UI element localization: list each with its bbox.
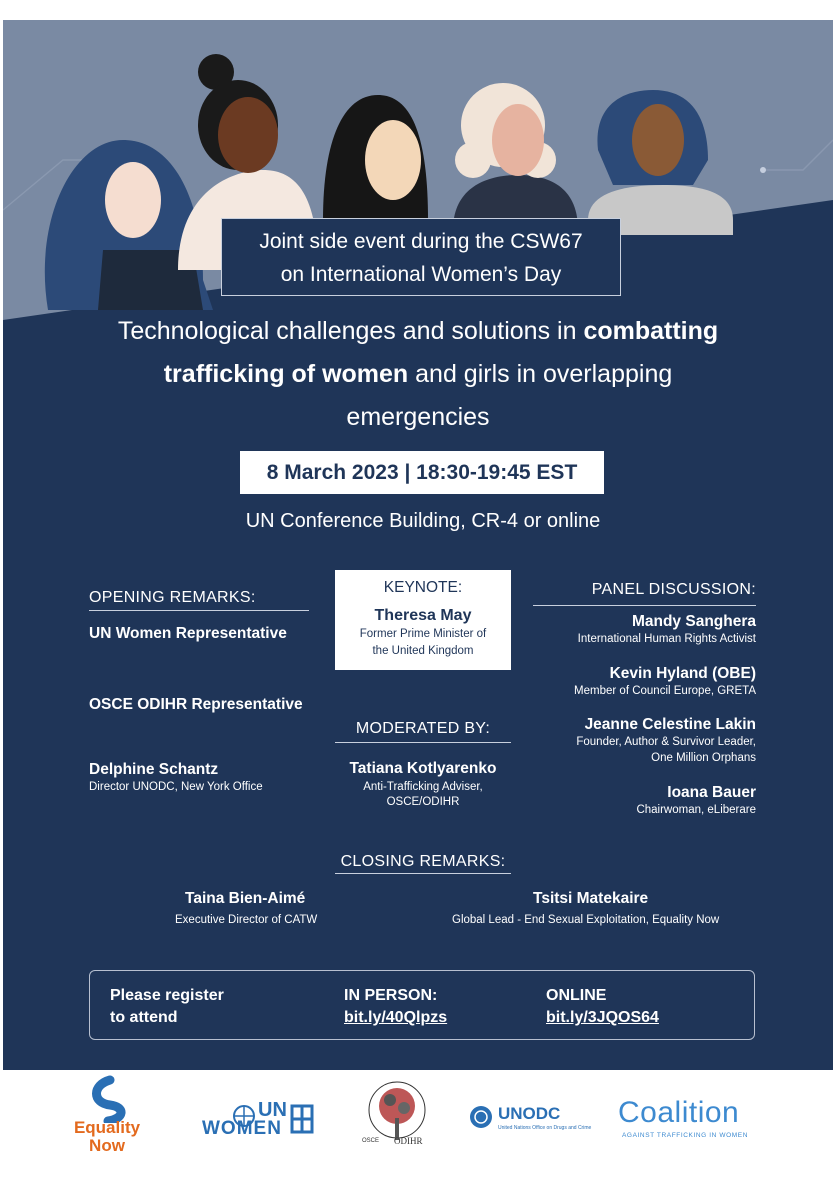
woman-figure-5 [588,90,733,235]
headline-bold-2: trafficking of women [163,360,409,388]
opening-speaker-1-name: UN Women Representative [89,625,287,642]
closing-speaker-2-name: Tsitsi Matekaire [533,890,649,907]
panel-speaker-2-role: Member of Council Europe, GRETA [574,685,756,697]
panel-speaker-3-role-2: One Million Orphans [651,752,756,764]
event-date: 8 March 2023 | 18:30-19:45 EST [240,451,604,494]
opening-speaker-3-name: Delphine Schantz [89,761,219,778]
in-person-link[interactable]: bit.ly/40Qlpzs [344,1009,448,1026]
event-line-2: on International Women’s Day [280,263,562,286]
closing-speaker-2-role: Global Lead - End Sexual Exploitation, Equality Now [452,914,720,926]
online-label: ONLINE [546,987,607,1004]
panel-speaker-2-name: Kevin Hyland (OBE) [609,665,756,682]
panel-speaker-3-role-1: Founder, Author & Survivor Leader, [576,736,756,748]
in-person-registration [344,985,447,1029]
event-venue: UN Conference Building, CR-4 or online [245,510,601,532]
headline-part-1: Technological challenges and solutions in [117,317,584,345]
closing-divider [335,873,511,874]
online-link[interactable]: bit.ly/3JQOS64 [546,1009,659,1026]
un-women-line-2: WOMEN [202,1118,282,1139]
headline-part-3: emergencies [346,403,490,431]
opening-remarks-title: OPENING REMARKS: [89,589,256,606]
moderator-name: Tatiana Kotlyarenko [349,760,497,777]
unodc-emblem-icon [468,1104,494,1130]
coalition-label: Coalition [618,1096,740,1129]
registration-prompt-line-1: Please register [110,987,224,1004]
equality-now-line-1: Equality [73,1118,141,1137]
poster [3,20,833,1070]
closing-remarks-title: CLOSING REMARKS: [340,853,506,870]
online-registration [546,985,659,1029]
moderator-role-1: Anti-Trafficking Adviser, [363,781,483,793]
unodc-logo [468,1104,603,1144]
coalition-logo [618,1096,763,1146]
equality-now-icon [72,1075,142,1123]
event-info-box [221,218,621,296]
odihr-label: ODIHR [394,1136,423,1146]
registration-prompt [110,985,224,1029]
panel-discussion-title: PANEL DISCUSSION: [591,581,756,598]
keynote-box [335,570,511,670]
keynote-name: Theresa May [374,607,472,624]
un-women-line-1: UN [258,1099,287,1121]
opening-speaker-2-name: OSCE ODIHR Representative [89,696,303,713]
keynote-role-1: Former Prime Minister of [359,628,487,640]
panel-speaker-4-name: Ioana Bauer [667,784,756,801]
un-women-symbol-icon [290,1104,314,1134]
event-line-1: Joint side event during the CSW67 [259,230,583,253]
opening-speaker-3-role: Director UNODC, New York Office [89,781,263,793]
panel-speaker-3-name: Jeanne Celestine Lakin [584,716,756,733]
panel-speaker-1-name: Mandy Sanghera [631,613,756,630]
equality-now-line-2: Now [89,1136,125,1155]
panel-speaker-1-role: International Human Rights Activist [577,633,756,645]
moderated-divider [335,742,511,743]
unodc-label: UNODC [498,1104,561,1123]
closing-speaker-1-role: Executive Director of CATW [175,914,318,926]
in-person-label: IN PERSON: [344,987,438,1004]
keynote-role-2: the United Kingdom [372,645,474,657]
panel-divider [533,605,756,606]
event-headline [73,310,763,439]
un-women-logo [202,1100,317,1140]
panel-speaker-4-role: Chairwoman, eLiberare [636,804,756,816]
odihr-logo [362,1078,432,1168]
equality-now-logo [72,1075,142,1165]
partner-logos-bar [0,1070,839,1200]
woman-figure-4 [453,83,578,230]
headline-bold-1: combatting [583,317,719,345]
moderator-role-2: OSCE/ODIHR [386,796,460,808]
coalition-subtitle: AGAINST TRAFFICKING IN WOMEN [622,1132,748,1139]
moderated-by-title: MODERATED BY: [355,720,491,737]
opening-divider [89,610,309,611]
headline-part-2: and girls in overlapping [408,360,673,388]
registration-prompt-line-2: to attend [110,1009,178,1026]
closing-speaker-1-name: Taina Bien-Aimé [185,890,306,907]
unodc-subtitle: United Nations Office on Drugs and Crime [498,1125,592,1131]
keynote-title: KEYNOTE: [383,579,463,596]
odihr-osce-label: OSCE [362,1138,380,1144]
